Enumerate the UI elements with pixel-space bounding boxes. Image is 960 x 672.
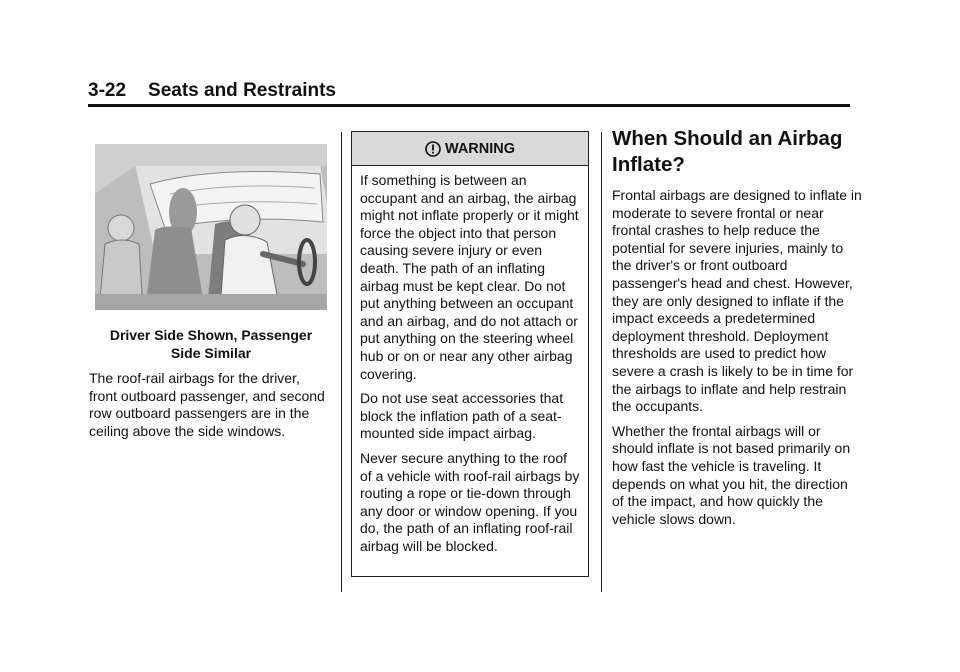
body-paragraph: Frontal airbags are designed to inflate in moderate to severe frontal or near frontal crashes to help reduce the potential for severe injuries, mainly to the driver's or front outboard passenger's head and chest. However, they are only designed to inflate if the impact exceeds a predetermined deployment threshold. Deployment thresholds are used to predict how severe a crash is likely to be in time for the airbags to inflate and help restrain the occupants. [612,187,862,415]
body-paragraph: Whether the frontal airbags will or should inflate is not based primarily on how fast the vehicle is traveling. It depends on what you hit, the direction of the impact, and how quickly the vehicle slows down. [612,422,851,527]
warning-paragraph: Never secure anything to the roof of a vehicle with roof-rail airbags by routing a rope or tie-down through any door or window opening. If you do, the path of an inflating roof-rail airbag will be blocked. [360,449,580,554]
right-column [612,126,862,535]
column-divider [601,132,602,592]
section-title: Seats and Restraints [148,80,336,101]
column-divider [341,132,342,592]
section-heading: When Should an Airbag Inflate? [612,127,843,176]
warning-triangle-icon [425,141,441,157]
warning-box [351,131,589,577]
warning-header [352,132,588,166]
body-paragraph: The roof-rail airbags for the driver, front outboard passenger, and second row outboard passengers are in the ceiling above the side windows. [89,370,325,439]
warning-title: WARNING [444,140,516,157]
warning-paragraph: If something is between an occupant and an airbag, the airbag might not inflate properly or it might force the object into that person causing severe injury or even death. The path of an inflating airbag must be kept clear. Do not put anything between an occupant and an airbag, and do not attach or put anything on the steering wheel hub or on or near any other airbag covering. [360,172,579,382]
header-rule [88,104,850,107]
page-number: 3-22 [88,80,127,101]
roof-rail-airbag-illustration [95,144,327,310]
warning-paragraph: Do not use seat accessories that block the inflation path of a seat-mounted side impact airbag. [360,390,564,442]
warning-body [352,166,588,555]
page-header [88,80,850,102]
image-caption: Driver Side Shown, Passenger Side Similar [109,327,313,361]
